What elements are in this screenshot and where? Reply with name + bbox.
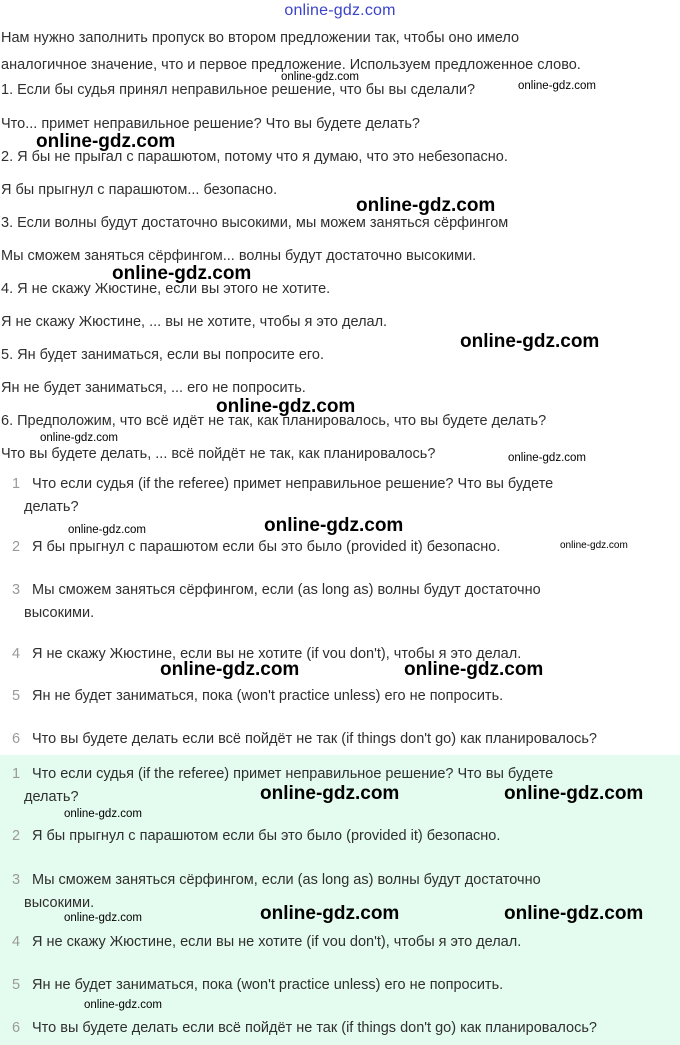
sentence-5-original: 5. Ян будет заниматься, если вы попросите его. — [1, 347, 324, 363]
item-number: 2 — [12, 828, 21, 844]
item-number: 6 — [12, 1020, 21, 1036]
item-number: 1 — [12, 476, 21, 492]
sentence-2-original: 2. Я бы не прыгал с парашютом, потому что я думаю, что это небезопасно. — [1, 149, 508, 165]
sentence-6-original: 6. Предположим, что всё идёт не так, как планировалось, что вы будете делать? — [1, 413, 547, 429]
sentence-4-original: 4. Я не скажу Жюстине, если вы этого не хотите. — [1, 281, 331, 297]
item-number: 6 — [12, 731, 21, 747]
intro-line-2: аналогичное значение, что и первое предложение. Используем предложенное слово. — [1, 57, 581, 73]
item-text: Я бы прыгнул с парашютом если бы это было (provided it) безопасно. — [32, 539, 501, 555]
watermark: online-gdz.com — [404, 659, 544, 680]
item-text: Я не скажу Жюстине, если вы не хотите (if vou don't), чтобы я это делал. — [32, 934, 522, 950]
watermark: online-gdz.com — [560, 540, 628, 551]
watermark: online-gdz.com — [112, 263, 252, 284]
sentence-3-blank: Мы сможем заняться сёрфингом... волны будут достаточно высокими. — [1, 248, 477, 264]
sentence-5-blank: Ян не будет заниматься, ... его не попросить. — [1, 380, 306, 396]
intro-line-1: Нам нужно заполнить пропуск во втором предложении так, чтобы оно имело — [1, 30, 520, 46]
watermark: online-gdz.com — [160, 659, 300, 680]
answer-list — [0, 470, 680, 755]
item-text: Ян не будет заниматься, пока (won't practice unless) его не попросить. — [32, 977, 504, 993]
watermark: online-gdz.com — [260, 903, 400, 924]
item-text: Ян не будет заниматься, пока (won't practice unless) его не попросить. — [32, 688, 504, 704]
item-number: 4 — [12, 646, 21, 662]
item-number: 3 — [12, 872, 21, 888]
watermark: online-gdz.com — [84, 999, 162, 1011]
sentence-6-blank: Что вы будете делать, ... всё пойдёт не так, как планировалось? — [1, 446, 436, 462]
item-text: Что если судья (if the referee) примет неправильное решение? Что вы будете делать? — [24, 766, 554, 805]
sentence-1-original: 1. Если бы судья принял неправильное решение, что бы вы сделали? — [1, 82, 476, 98]
watermark: online-gdz.com — [518, 80, 596, 92]
watermark: online-gdz.com — [356, 195, 496, 216]
item-number: 5 — [12, 688, 21, 704]
item-number: 3 — [12, 582, 21, 598]
watermark: online-gdz.com — [216, 396, 356, 417]
item-text: Я бы прыгнул с парашютом если бы это было (provided it) безопасно. — [32, 828, 501, 844]
sentence-1-blank: Что... примет неправильное решение? Что вы будете делать? — [1, 116, 420, 132]
watermark: online-gdz.com — [508, 452, 586, 464]
watermark: online-gdz.com — [260, 783, 400, 804]
item-text: Мы сможем заняться сёрфингом, если (as long as) волны будут достаточно высокими. — [24, 872, 541, 911]
item-number: 2 — [12, 539, 21, 555]
watermark: online-gdz.com — [36, 131, 176, 152]
watermark: online-gdz.com — [264, 515, 404, 536]
item-number: 1 — [12, 766, 21, 782]
watermark: online-gdz.com — [504, 783, 644, 804]
watermark: online-gdz.com — [64, 808, 142, 820]
item-text: Что вы будете делать если всё пойдёт не так (if things don't go) как планировалось? — [32, 731, 597, 747]
watermark: online-gdz.com — [68, 524, 146, 536]
item-text: Что вы будете делать если всё пойдёт не так (if things don't go) как планировалось? — [32, 1020, 597, 1036]
watermark: online-gdz.com — [460, 331, 600, 352]
watermark: online-gdz.com — [504, 903, 644, 924]
item-text: Мы сможем заняться сёрфингом, если (as long as) волны будут достаточно высокими. — [24, 582, 541, 621]
item-text: Что если судья (if the referee) примет неправильное решение? Что вы будете делать? — [24, 476, 554, 515]
watermark: online-gdz.com — [64, 912, 142, 924]
watermark: online-gdz.com — [40, 432, 118, 444]
sentence-2-blank: Я бы прыгнул с парашютом... безопасно. — [1, 182, 278, 198]
site-title[interactable]: online-gdz.com — [284, 2, 396, 19]
sentence-3-original: 3. Если волны будут достаточно высокими, мы можем заняться сёрфингом — [1, 215, 509, 231]
item-number: 4 — [12, 934, 21, 950]
item-number: 5 — [12, 977, 21, 993]
sentence-4-blank: Я не скажу Жюстине, ... вы не хотите, чтобы я это делал. — [1, 314, 388, 330]
watermark: online-gdz.com — [281, 71, 359, 83]
item-text: Я не скажу Жюстине, если вы не хотите (if vou don't), чтобы я это делал. — [32, 646, 522, 662]
